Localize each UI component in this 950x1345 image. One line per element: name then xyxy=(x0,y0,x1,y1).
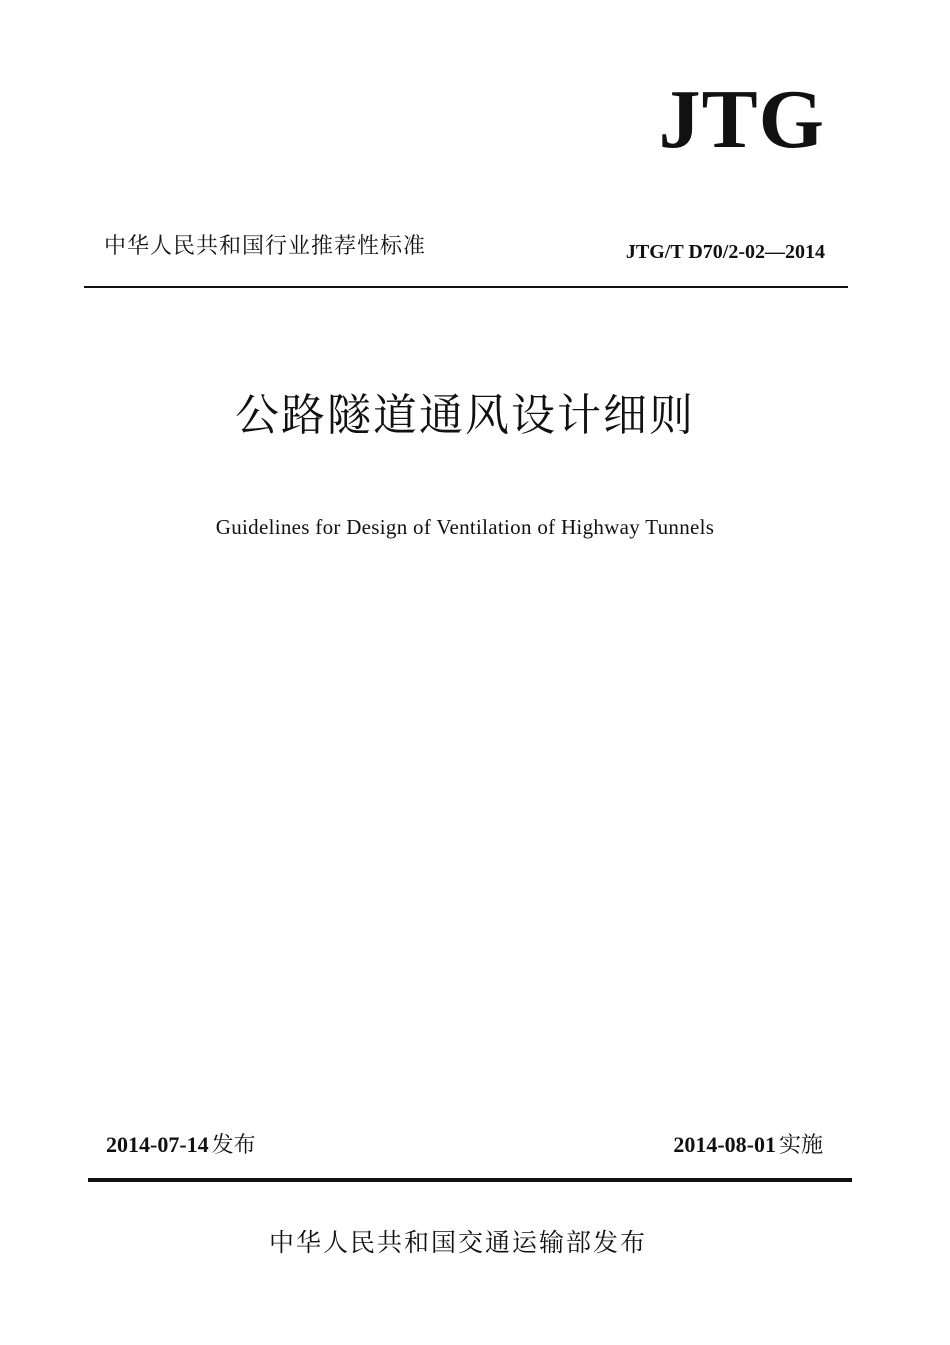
publisher: 中华人民共和国交通运输部发布 xyxy=(268,1228,647,1257)
document-title-english: Guidelines for Design of Ventilation of Highway Tunnels xyxy=(215,515,715,539)
effective-date-block xyxy=(673,1134,823,1157)
standard-code: JTG/T D70/2-02—2014 xyxy=(625,241,825,263)
document-title-chinese: 公路隧道通风设计细则 xyxy=(235,390,695,441)
header-divider xyxy=(84,286,848,288)
issued-date-block xyxy=(106,1134,256,1157)
effective-label: 实施 xyxy=(778,1133,823,1158)
standard-type: 中华人民共和国行业推荐性标准 xyxy=(104,234,427,259)
effective-date: 2014-08-01 xyxy=(673,1132,776,1157)
issued-label: 发布 xyxy=(211,1133,256,1158)
jtg-logo: JTG xyxy=(658,73,825,166)
footer-divider xyxy=(88,1178,852,1182)
issued-date: 2014-07-14 xyxy=(106,1132,209,1157)
